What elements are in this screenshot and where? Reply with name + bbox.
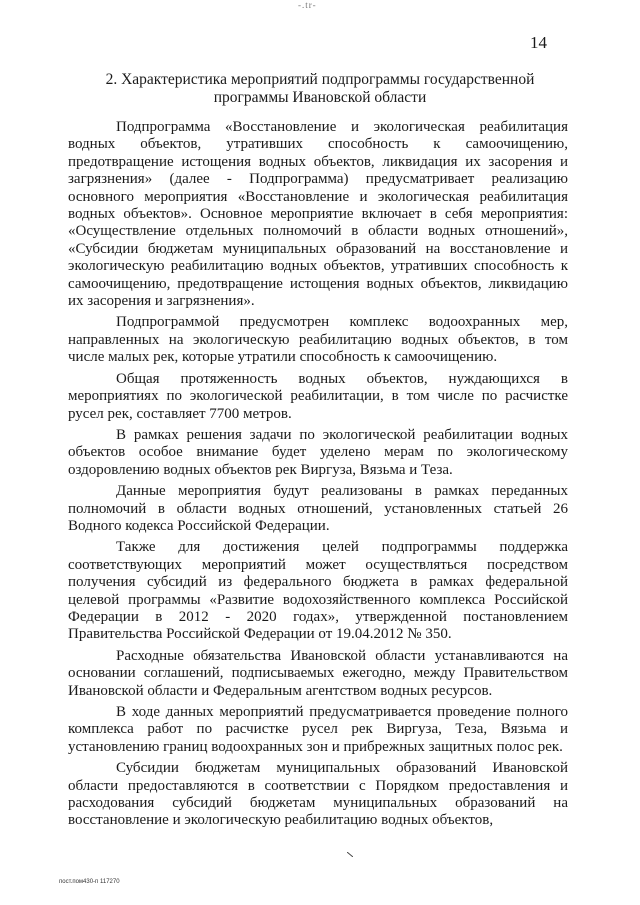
body-text xyxy=(68,119,568,834)
paragraph-7: Расходные обязательства Ивановской области устанавливаются на основании соглашений, подписываемых ежегодно, между Правительством Ивановской области и Федеральным агентством водных ресурсов. xyxy=(68,647,568,699)
paragraph-2: Подпрограммой предусмотрен комплекс водоохранных мер, направленных на экологическую реабилитацию водных объектов, в том числе малых рек, которые утратили способность к самоочищению. xyxy=(68,314,568,366)
page-number: 14 xyxy=(530,33,547,52)
paragraph-3: Общая протяженность водных объектов, нуждающихся в мероприятиях по экологической реабилитации, в том числе по расчистке русел рек, составляет 7700 метров. xyxy=(68,370,568,422)
section-title-line-2: программы Ивановской области xyxy=(213,89,427,106)
scan-mark: -.tr- xyxy=(298,0,317,10)
paragraph-8: В ходе данных мероприятий предусматривается проведение полного комплекса работ по расчистке русел рек Виргуза, Теза, Вязьма и установлению границ водоохранных зон и прибрежных защитных полос рек. xyxy=(68,704,568,755)
section-title-line-1: 2. Характеристика мероприятий подпрограммы государственной xyxy=(105,71,535,88)
paragraph-9: Субсидии бюджетам муниципальных образований Ивановской области предоставляются в соответствии с Порядком предоставления и расходования субсидий бюджетам муниципальных образований на восстановление и экологическую реабилитацию водных объектов, xyxy=(68,760,568,829)
paragraph-5: Данные мероприятия будут реализованы в рамках переданных полномочий в области водных отношений, установленных статьей 26 Водного кодекса Российской Федерации. xyxy=(68,483,568,534)
paragraph-4: В рамках решения задачи по экологической реабилитации водных объектов особое внимание будет уделено мерам по экологическому оздоровлению водных объектов рек Виргуза, Вязьма и Теза. xyxy=(68,426,568,478)
document-code: пост.пом430-п 117270 xyxy=(59,879,120,885)
paragraph-6: Также для достижения целей подпрограммы поддержка соответствующих мероприятий может осуществляться посредством получения субсидий из федерального бюджета в рамках федеральной целевой программы «Развитие водохозяйственного комплекса Российской Федерации в 2012 - 2020 годах», утвержденной постановлением Правительства Российской Федерации от 19.04.2012 № 350. xyxy=(68,539,568,643)
scan-artifact-icon xyxy=(347,852,353,857)
paragraph-1: Подпрограмма «Восстановление и экологическая реабилитация водных объектов, утративших способность к самоочищению, предотвращение истощения водных объектов, ликвидация их засорения и загрязнения» (далее - Подпрограмма) предусматривает реализацию основного мероприятия «Восстановление и экологическая реабилитация водных объектов». Основное мероприятие включает в себя мероприятия: «Осуществление отдельных полномочий в области водных отношений», «Субсидии бюджетам муниципальных образований на восстановление и экологическую реабилитацию водных объектов, утративших способность к самоочищению, предотвращение истощения водных объектов, ликвидацию их засорения и загрязнения». xyxy=(68,119,568,310)
